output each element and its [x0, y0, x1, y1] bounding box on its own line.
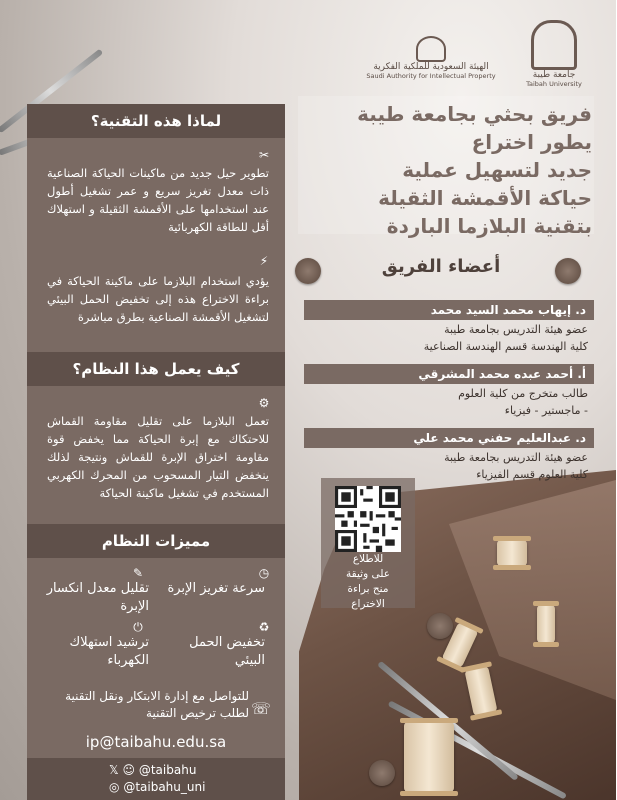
qr-caption-line: الاختراع	[352, 598, 386, 610]
snapchat-icon: ☺	[123, 763, 137, 777]
qr-caption-line: على وثيقة	[347, 568, 391, 580]
feature-item: سرعة تغريز الإبرة	[168, 581, 266, 596]
saip-name-en: Saudi Authority for Intellectual Property	[367, 72, 497, 80]
thread-spool	[405, 722, 455, 792]
contact-text: للتواصل مع إدارة الابتكار ونقل التقنية لطلب ترخيص التقنية	[66, 689, 250, 720]
member-desc	[309, 385, 589, 419]
member-name: أ. أحمد عبده محمد المشرقي	[305, 364, 595, 384]
sewing-button-decoration	[370, 760, 396, 786]
taibah-logo	[520, 20, 590, 88]
why-title: لماذا هذه التقنية؟	[28, 104, 286, 138]
team-title: أعضاء الفريق	[382, 256, 502, 277]
speed-icon: ◷	[259, 566, 271, 580]
member-desc-line: كلية العلوم قسم الفيزياء	[477, 468, 589, 481]
needle-icon: ✎	[133, 566, 145, 580]
taibah-name-ar: جامعة طيبة	[533, 70, 577, 80]
member-desc-line: كلية الهندسة قسم الهندسة الصناعية	[424, 340, 589, 353]
member-name: د. عبدالعليم حفني محمد علي	[305, 428, 595, 448]
headline-line: يطور اختراع	[472, 130, 593, 154]
feature-item: ترشيد استهلاك الكهرباء	[70, 635, 150, 668]
how-paragraph: تعمل البلازما على تقليل مقاومة القماش للاحتكاك مع إبرة الحياكة مما يخفض قوة مقاومة اختراق الإبرة للقماش ونتيجة لذلك ينخفض التيار المسحوب من المحرك الكهربي المستخدم في تشغيل ماكينة الحياكة	[48, 414, 270, 500]
headset-icon: ☏	[251, 699, 272, 718]
member-desc	[309, 321, 589, 355]
feature-item: تخفيض الحمل البيئي	[190, 635, 266, 668]
feature-item: تقليل معدل انكسار الإبرة	[47, 581, 150, 614]
member-desc-line: طالب متخرج من كلية العلوم	[459, 387, 589, 400]
qr-caption	[322, 552, 416, 612]
saip-name-ar: الهيئة السعودية للملكية الفكرية	[374, 62, 490, 72]
headline	[297, 100, 593, 240]
member-desc-line: عضو هيئة التدريس بجامعة طيبة	[445, 323, 589, 336]
qr-caption-line: منح براءة	[348, 583, 390, 595]
headline-line: جديد لتسهيل عملية	[403, 158, 593, 182]
headline-line: حياكة الأقمشة الثقيلة	[379, 186, 593, 210]
member-desc-line: - ماجستير - فيزياء	[505, 404, 589, 417]
contact-email[interactable]: ip@taibahu.edu.sa	[86, 733, 228, 751]
social-handle: @taibahu	[139, 763, 198, 777]
sewing-button-decoration	[428, 613, 454, 639]
social-handle: @taibahu_uni	[124, 780, 207, 794]
eco-icon: ♻	[259, 620, 271, 634]
member-desc-line: عضو هيئة التدريس بجامعة طيبة	[445, 451, 589, 464]
headline-line: فريق بحثي بجامعة طيبة	[358, 102, 593, 126]
thread-spool	[538, 605, 556, 643]
social-row-2[interactable]	[110, 779, 250, 795]
power-icon: ⏻	[134, 620, 144, 634]
qr-code[interactable]	[336, 486, 402, 552]
sewing-button-decoration	[556, 258, 582, 284]
sewing-button-decoration	[296, 258, 322, 284]
x-icon: 𝕏	[110, 763, 120, 777]
machine-icon: ⚙	[259, 396, 271, 410]
taibah-emblem-icon	[532, 20, 578, 70]
features-title: مميزات النظام	[28, 524, 286, 558]
social-row-1[interactable]	[110, 762, 230, 778]
qr-caption-line: للاطلاع	[353, 553, 385, 565]
sewing-machine-icon: ✂	[259, 148, 271, 162]
headline-line: بتقنية البلازما الباردة	[387, 214, 593, 238]
taibah-name-en: Taibah University	[527, 80, 583, 88]
saip-emblem-icon	[417, 36, 447, 62]
saip-logo	[362, 36, 502, 80]
instagram-icon: ◎	[110, 780, 121, 794]
member-name: د. إيهاب محمد السيد محمد	[305, 300, 595, 320]
why-paragraph-2: يؤدي استخدام البلازما على ماكينة الحياكة في براءة الاختراع هذه إلى تخفيض الحمل البيئي لتشغيل الأقمشة الصناعية بطرق مباشرة	[48, 274, 270, 324]
how-title: كيف يعمل هذا النظام؟	[28, 352, 286, 386]
thread-spool	[498, 540, 528, 566]
plasma-icon: ⚡	[260, 254, 270, 268]
why-paragraph-1: تطوير حيل جديد من ماكينات الحياكة الصناعية ذات معدل تغريز سريع و عمر تشغيل أطول عند استخدامها على الأقمشة الثقيلة و استهلاك أقل للطاقة الكهربائية	[48, 166, 270, 234]
